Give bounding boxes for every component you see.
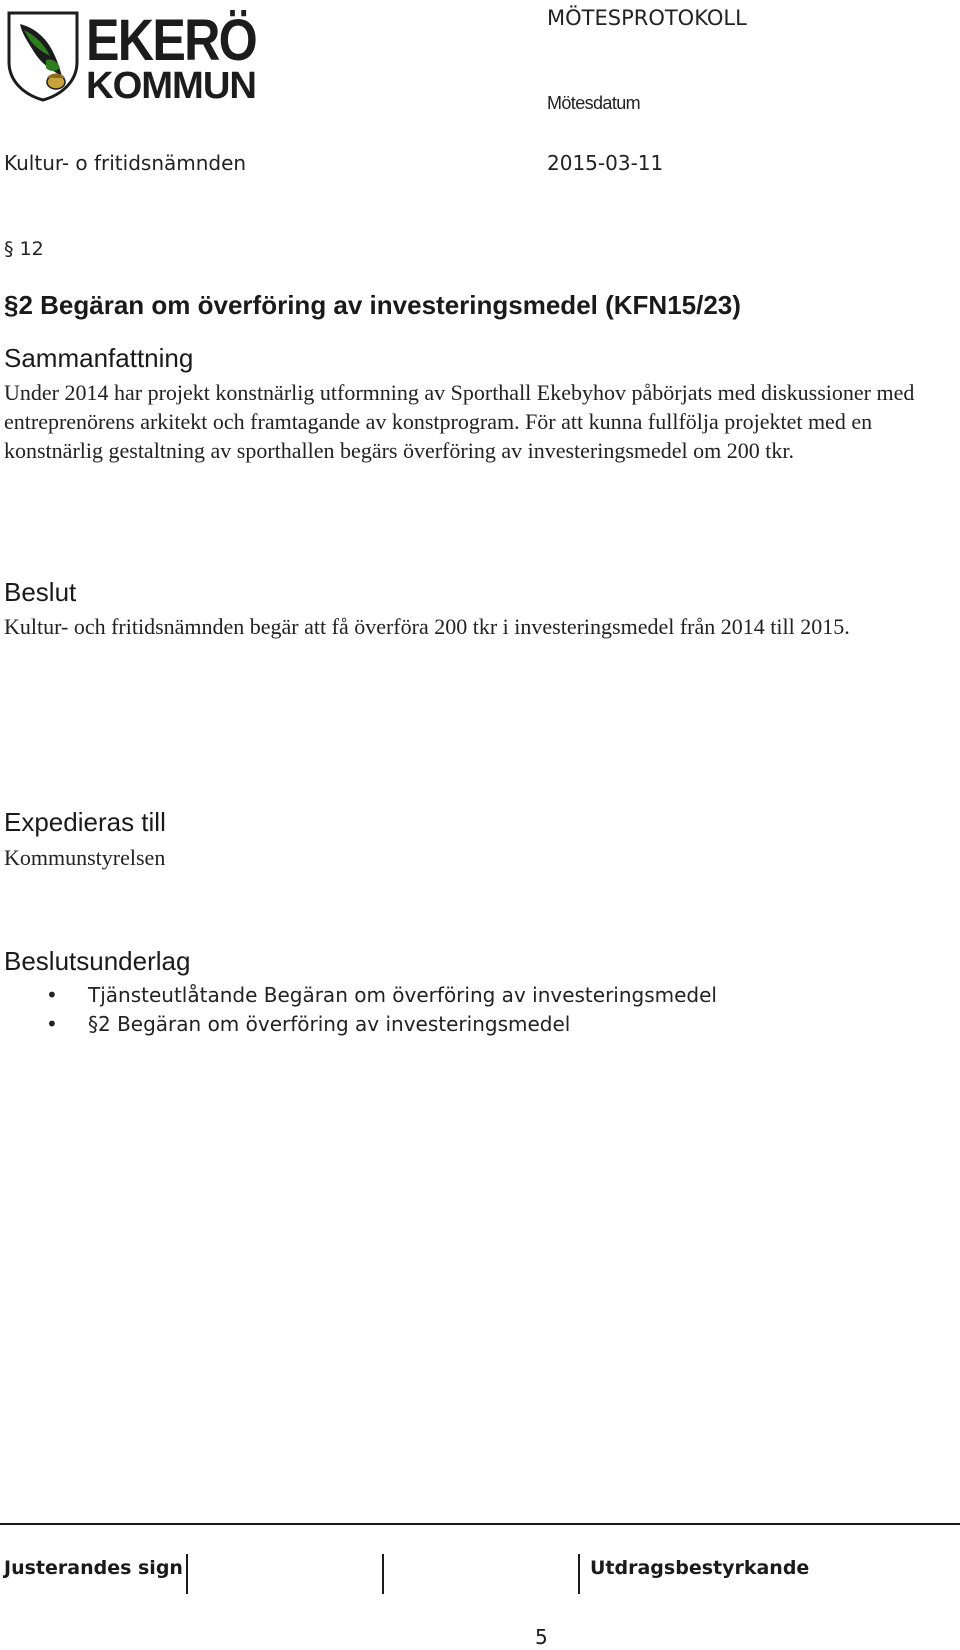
logo-text-kommun: KOMMUN	[86, 65, 256, 106]
item-title: §2 Begäran om överföring av investeringsmedel (KFN15/23)	[4, 290, 741, 320]
signature-box-divider	[186, 1554, 188, 1594]
page-number: 5	[535, 1625, 548, 1649]
meeting-date-label: Mötesdatum	[547, 93, 641, 113]
decision-heading: Beslut	[4, 577, 77, 607]
certification-label: Utdragsbestyrkande	[590, 1557, 810, 1579]
documentation-list	[0, 981, 717, 1039]
decision-text: Kultur- och fritidsnämnden begär att få överföra 200 tkr i investeringsmedel från 2014 till 2015.	[4, 614, 850, 639]
logo-text-ekero: EKERÖ	[86, 8, 256, 73]
committee-name: Kultur- o fritidsnämnden	[4, 151, 247, 175]
municipality-logo	[6, 6, 276, 106]
signature-box-divider	[382, 1554, 384, 1594]
documentation-heading: Beslutsunderlag	[4, 946, 191, 976]
municipal-coat-of-arms-icon	[6, 10, 80, 102]
list-item-text: Tjänsteutlåtande Begäran om överföring av investeringsmedel	[88, 983, 717, 1007]
document-type: MÖTESPROTOKOLL	[547, 6, 747, 30]
list-item	[0, 981, 717, 1010]
dispatched-heading: Expedieras till	[4, 807, 166, 837]
bullet-icon: •	[46, 983, 58, 1007]
list-item	[0, 1010, 717, 1039]
signature-label: Justerandes sign	[4, 1557, 183, 1579]
bullet-icon: •	[46, 1012, 58, 1036]
meeting-date: 2015-03-11	[547, 151, 664, 175]
footer-divider	[0, 1523, 960, 1525]
dispatched-recipient: Kommunstyrelsen	[4, 845, 166, 870]
summary-text: Under 2014 har projekt konstnärlig utformning av Sporthall Ekebyhov påbörjats med diskussioner med entreprenörens arkitekt och framtagande av konstprogram. För att kunna fullfölja projektet med en konstnärlig gestaltning av sporthallen begärs överföring av investeringsmedel om 200 tkr.	[4, 380, 915, 463]
summary-heading: Sammanfattning	[4, 343, 194, 373]
signature-box-divider	[578, 1554, 580, 1594]
list-item-text: §2 Begäran om överföring av investeringsmedel	[88, 1012, 571, 1036]
paragraph-number: § 12	[4, 238, 44, 260]
